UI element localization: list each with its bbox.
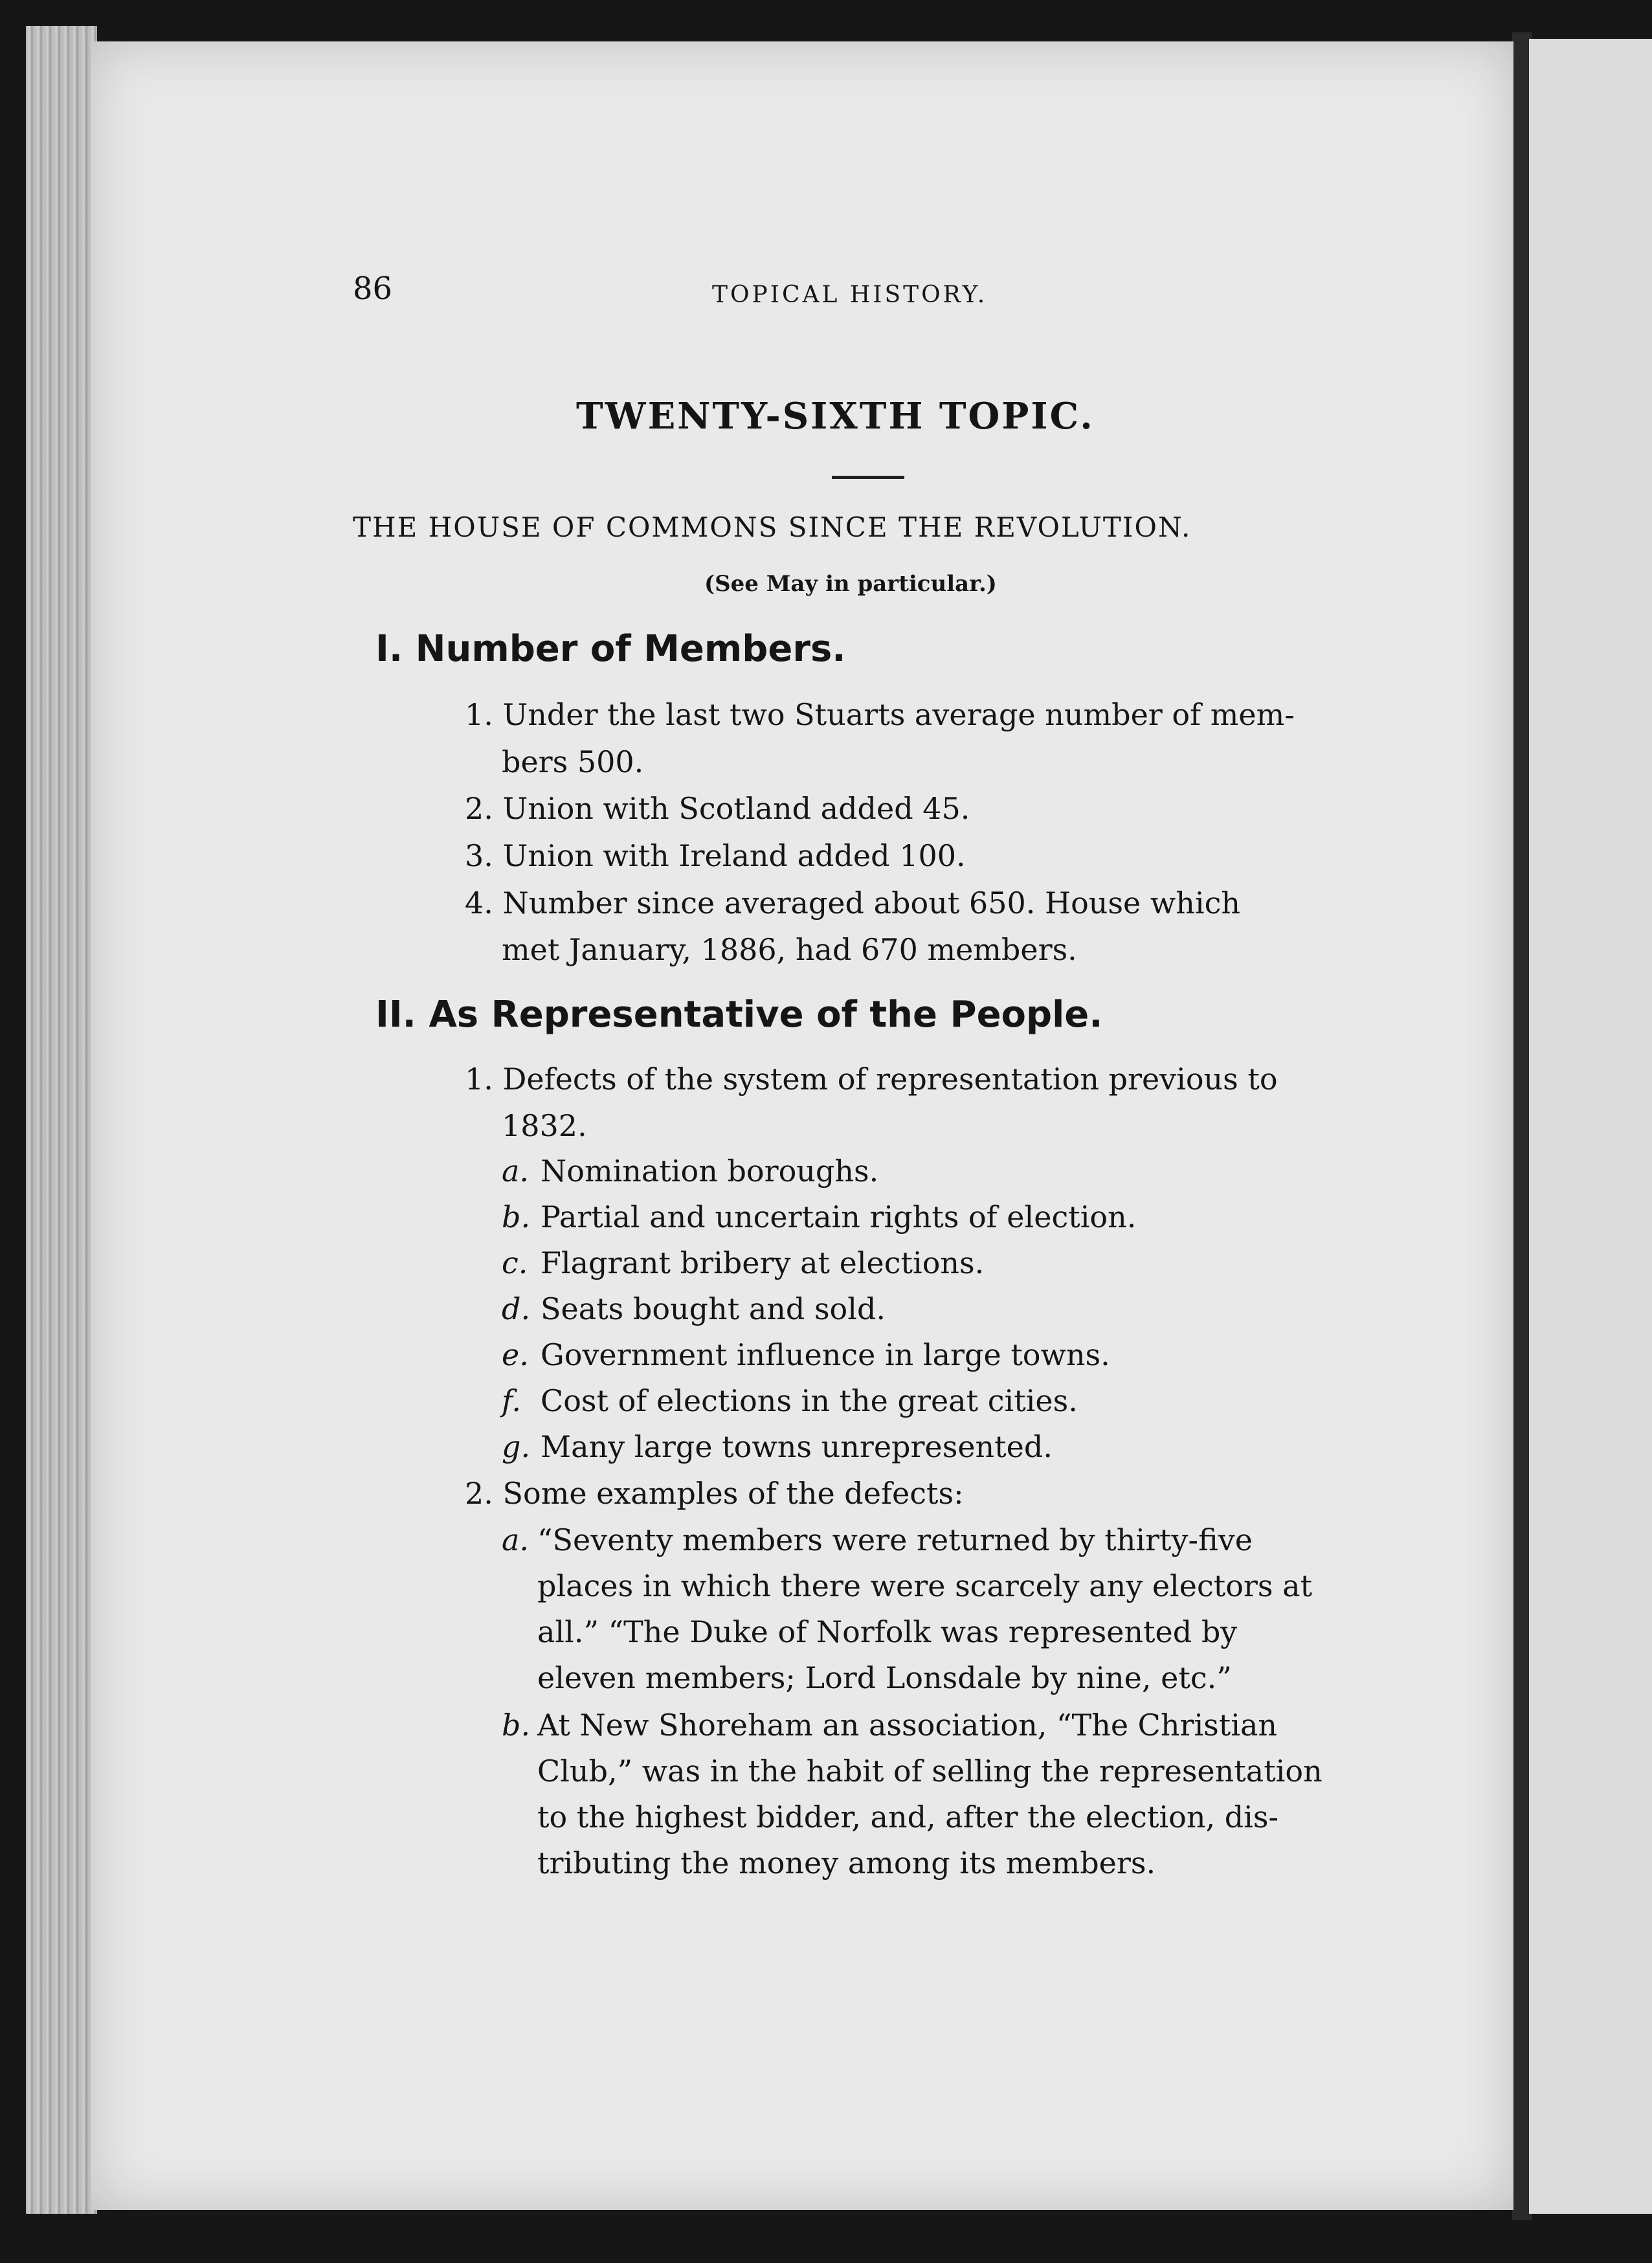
item-text: Nomination boroughs. bbox=[541, 1154, 879, 1188]
title-rule bbox=[832, 476, 904, 479]
topic-note: (See May in particular.) bbox=[704, 571, 997, 597]
lettered-item bbox=[502, 1154, 878, 1188]
list-item-line: 4. Number since averaged about 650. House which bbox=[465, 886, 1240, 920]
item-letter: d. bbox=[502, 1291, 531, 1326]
item-letter: e. bbox=[502, 1337, 529, 1372]
section-heading: I. Number of Members. bbox=[375, 628, 846, 670]
list-item-line: bers 500. bbox=[502, 744, 644, 779]
item-letter: c. bbox=[502, 1245, 528, 1280]
example-line: all.” “The Duke of Norfolk was represented by bbox=[537, 1614, 1238, 1649]
list-item-line: met January, 1886, had 670 members. bbox=[502, 932, 1077, 967]
example-line: places in which there were scarcely any electors at bbox=[537, 1568, 1313, 1603]
item-text: Seats bought and sold. bbox=[541, 1291, 886, 1326]
list-item-line: 1832. bbox=[502, 1108, 587, 1143]
item-text: Partial and uncertain rights of election. bbox=[541, 1199, 1137, 1234]
list-item-line: 1. Under the last two Stuarts average number of mem- bbox=[465, 697, 1295, 732]
item-text: Cost of elections in the great cities. bbox=[541, 1383, 1078, 1418]
running-head-title: TOPICAL HISTORY. bbox=[712, 282, 988, 308]
item-letter: b. bbox=[502, 1199, 531, 1234]
lettered-item bbox=[502, 1429, 1053, 1464]
example-line: tributing the money among its members. bbox=[537, 1845, 1156, 1880]
page-number: 86 bbox=[353, 271, 393, 307]
lettered-item bbox=[502, 1245, 984, 1280]
item-text: Many large towns unrepresented. bbox=[541, 1429, 1053, 1464]
list-item-line: 1. Defects of the system of representation previous to bbox=[465, 1062, 1278, 1097]
lettered-item bbox=[502, 1383, 1078, 1418]
item-letter: g. bbox=[502, 1429, 531, 1464]
book-page-edges bbox=[26, 26, 97, 2214]
example-line: Club,” was in the habit of selling the representation bbox=[537, 1754, 1323, 1789]
lettered-item bbox=[502, 1337, 1110, 1372]
item-letter: f. bbox=[502, 1383, 522, 1418]
list-item-line: 2. Union with Scotland added 45. bbox=[465, 791, 970, 826]
page-surface bbox=[91, 41, 1513, 2210]
example-line: At New Shoreham an association, “The Christian bbox=[537, 1708, 1278, 1743]
topic-title: TWENTY-SIXTH TOPIC. bbox=[576, 395, 1095, 438]
lettered-item bbox=[502, 1199, 1136, 1234]
list-item-line: 3. Union with Ireland added 100. bbox=[465, 838, 966, 873]
item-letter: a. bbox=[502, 1154, 530, 1188]
example-line: eleven members; Lord Lonsdale by nine, etc.” bbox=[537, 1660, 1232, 1695]
lettered-item bbox=[502, 1291, 886, 1326]
example-line: “Seventy members were returned by thirty-five bbox=[537, 1522, 1253, 1557]
example-line: to the highest bidder, and, after the election, dis- bbox=[537, 1800, 1279, 1834]
item-letter: b. bbox=[502, 1708, 531, 1743]
list-item-line: 2. Some examples of the defects: bbox=[465, 1476, 964, 1511]
section-heading: II. As Representative of the People. bbox=[375, 994, 1103, 1036]
item-letter: a. bbox=[502, 1522, 530, 1557]
facing-page bbox=[1529, 39, 1652, 2214]
item-text: Flagrant bribery at elections. bbox=[541, 1245, 985, 1280]
item-text: Government influence in large towns. bbox=[541, 1337, 1110, 1372]
topic-subtitle: THE HOUSE OF COMMONS SINCE THE REVOLUTION. bbox=[353, 511, 1192, 543]
